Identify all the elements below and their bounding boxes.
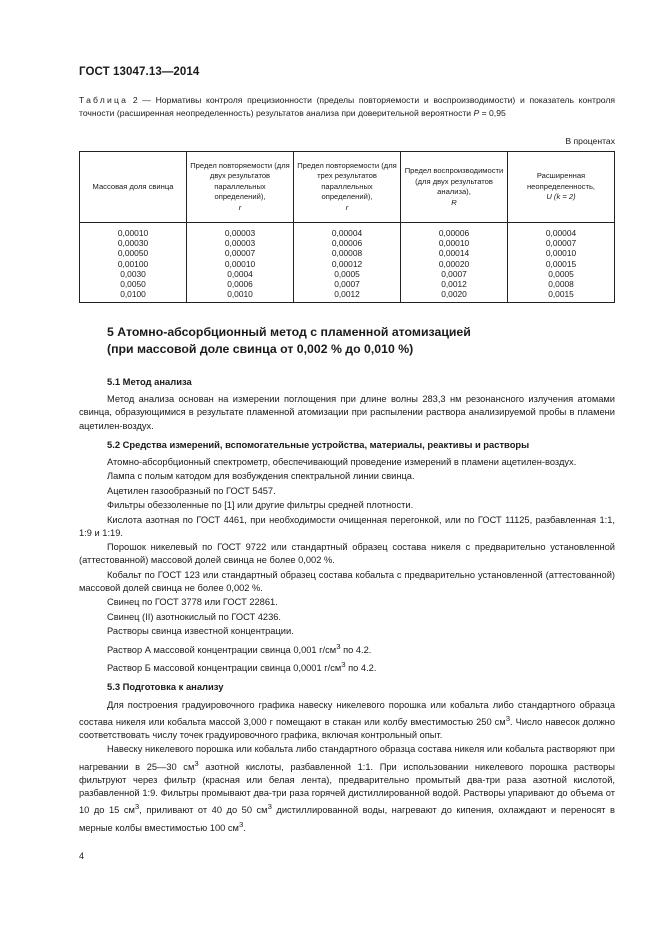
document-header: ГОСТ 13047.13—2014 bbox=[79, 66, 200, 78]
col-header-lead-fraction: Массовая доля свинца bbox=[80, 152, 187, 223]
table-cell: 0,00010 bbox=[508, 248, 615, 258]
table-row bbox=[80, 289, 615, 303]
subsection-5-1-heading: 5.1 Метод анализа bbox=[107, 376, 192, 387]
paragraph: Кобальт по ГОСТ 123 или стандартный образец состава кобальта с предварительно установленной (аттестованной) массовой долей свинца не более 0,002 %. bbox=[79, 569, 615, 593]
table-cell: 0,00020 bbox=[401, 259, 508, 269]
probability-symbol: P bbox=[473, 107, 480, 118]
paragraph: Раствор Б массовой концентрации свинца 0,0001 $г/см^3$ по 4.2. bbox=[107, 660, 377, 674]
table-cell: 0,00004 bbox=[508, 223, 615, 239]
table-cell: 0,00050 bbox=[80, 248, 187, 258]
paragraph: Свинец (II) азотнокислый по ГОСТ 4236. bbox=[107, 611, 282, 622]
table-cell: 0,00004 bbox=[294, 223, 401, 239]
table-cell: 0,0020 bbox=[401, 289, 508, 303]
paragraph: Фильтры обеззоленные по [1] или другие фильтры средней плотности. bbox=[107, 500, 414, 511]
table-cell: 0,0030 bbox=[80, 269, 187, 279]
col-header-uncertainty: Расширенная неопределенность, U (k = 2) bbox=[508, 152, 615, 223]
table-cell: 0,00003 bbox=[187, 238, 294, 248]
subsection-5-2-heading: 5.2 Средства измерений, вспомогательные устройства, материалы, реактивы и растворы bbox=[107, 438, 530, 450]
table-cell: 0,00010 bbox=[80, 223, 187, 239]
table-cell: 0,0100 bbox=[80, 289, 187, 303]
table-cell: 0,0008 bbox=[508, 279, 615, 289]
paragraph: Лампа с полым катодом для возбуждения спектральной линии свинца. bbox=[107, 471, 415, 482]
paragraph: Свинец по ГОСТ 3778 или ГОСТ 22861. bbox=[107, 597, 278, 608]
table-row bbox=[80, 259, 615, 269]
table-cell: 0,00007 bbox=[508, 238, 615, 248]
table-cell: 0,0050 bbox=[80, 279, 187, 289]
paragraph: Растворы свинца известной концентрации. bbox=[107, 626, 294, 637]
table-cell: 0,0012 bbox=[401, 279, 508, 289]
paragraph: Порошок никелевый по ГОСТ 9722 или стандартный образец состава никеля с предварительно установленной (аттестованной) массовой долей свинца не более 0,002 %. bbox=[79, 542, 615, 566]
paragraph: Ацетилен газообразный по ГОСТ 5457. bbox=[107, 485, 276, 496]
table-cell: 0,00012 bbox=[294, 259, 401, 269]
table-cell: 0,0015 bbox=[508, 289, 615, 303]
table-cell: 0,0007 bbox=[294, 279, 401, 289]
col-header-repeatability-three: Предел повторяемости (для трех результатов параллельных определений), r bbox=[294, 152, 401, 223]
table-header-row bbox=[80, 152, 615, 223]
paragraph: Кислота азотная по ГОСТ 4461, при необходимости очищенная перегонкой, или по ГОСТ 11125, разбавленная 1:1, 1:9 и 1:19. bbox=[79, 514, 615, 538]
table-cell: 0,00003 bbox=[187, 223, 294, 239]
section-5-title-line1: 5 Атомно-абсорбционный метод с пламенной атомизацией bbox=[107, 325, 471, 339]
paragraph: Раствор А массовой концентрации свинца 0,001 $г/см^3$ по 4.2. bbox=[107, 641, 372, 655]
paragraph: Атомно-абсорбционный спектрометр, обеспечивающий проведение измерений в пламени ацетилен-воздух. bbox=[107, 457, 577, 468]
table-cell: 0,0007 bbox=[401, 269, 508, 279]
table-row bbox=[80, 279, 615, 289]
paragraph: Навеску никелевого порошка или кобальта либо стандартного образца состава никеля или кобальта растворяют при нагревании в 25—30 $см^3$ азотной кислоты, разбавленной 1:1. При использовании никелевого порошка растворы фильтруют через фильтр (красная или белая лента), предварительно промытый два-три раза азотной кислотой, разбавленной 1:9. Фильтры промывают два-три раза горячей дистиллированной водой. Растворы упаривают до объема от 10 до 15 $см^3$, приливают от 40 до 50 $см^3$ дистиллированной воды, нагревают до кипения, охлаждают и переносят в мерные колбы вместимостью 100 $см^3$. bbox=[79, 744, 615, 833]
table-cell: 0,0010 bbox=[187, 289, 294, 303]
section-5-heading bbox=[107, 324, 617, 358]
table-row bbox=[80, 223, 615, 239]
table-caption-text: 2 — Нормативы контроля прецизионности (пределы повторяемости и воспроизводимости) и показатель контроля точности (расширенная неопределенность) результатов анализа при доверительной вероятности bbox=[79, 95, 615, 118]
table-caption-label: Таблица bbox=[79, 95, 129, 105]
paragraph: Для построения градуировочного графика навеску никелевого порошка или кобальта либо стандартного образца состава никеля или кобальта массой 3,000 г помещают в стакан или колбу вместимостью 250 $см^3$. Число навесок должно соответствовать числу точек градуировочного графика, включая контрольный опыт. bbox=[79, 699, 615, 741]
precision-norms-table bbox=[79, 151, 615, 303]
page-number: 4 bbox=[79, 851, 85, 861]
table-cell: 0,00008 bbox=[294, 248, 401, 258]
section-5-body bbox=[79, 375, 615, 836]
table-cell: 0,0012 bbox=[294, 289, 401, 303]
table-caption bbox=[79, 94, 615, 119]
table-cell: 0,00014 bbox=[401, 248, 508, 258]
col-header-reproducibility: Предел воспроизводимости (для двух результатов анализа), R bbox=[401, 152, 508, 223]
paragraph: Метод анализа основан на измерении поглощения при длине волны 283,3 нм резонансного излучения атомами свинца, образующимися в результате пламенной атомизации при распылении раствора анализируемой пробы в пламени ацетилен-воздух. bbox=[79, 394, 615, 431]
col-header-repeatability-two: Предел повторяемости (для двух результатов параллельных определений), r bbox=[187, 152, 294, 223]
table-cell: 0,00100 bbox=[80, 259, 187, 269]
table-cell: 0,00006 bbox=[294, 238, 401, 248]
table-row bbox=[80, 269, 615, 279]
table-cell: 0,00007 bbox=[187, 248, 294, 258]
units-note: В процентах bbox=[565, 136, 615, 146]
table-row bbox=[80, 248, 615, 258]
probability-value: = 0,95 bbox=[479, 107, 506, 118]
subsection-5-3-heading: 5.3 Подготовка к анализу bbox=[107, 681, 224, 693]
table-cell: 0,00010 bbox=[401, 238, 508, 248]
table-cell: 0,0004 bbox=[187, 269, 294, 279]
table-row bbox=[80, 238, 615, 248]
table-cell: 0,00015 bbox=[508, 259, 615, 269]
table-cell: 0,00030 bbox=[80, 238, 187, 248]
table-cell: 0,00010 bbox=[187, 259, 294, 269]
table-cell: 0,0005 bbox=[508, 269, 615, 279]
section-5-title-line2: (при массовой доле свинца от 0,002 % до 0,010 %) bbox=[107, 342, 414, 356]
table-cell: 0,0005 bbox=[294, 269, 401, 279]
table-cell: 0,0006 bbox=[187, 279, 294, 289]
table-cell: 0,00006 bbox=[401, 223, 508, 239]
